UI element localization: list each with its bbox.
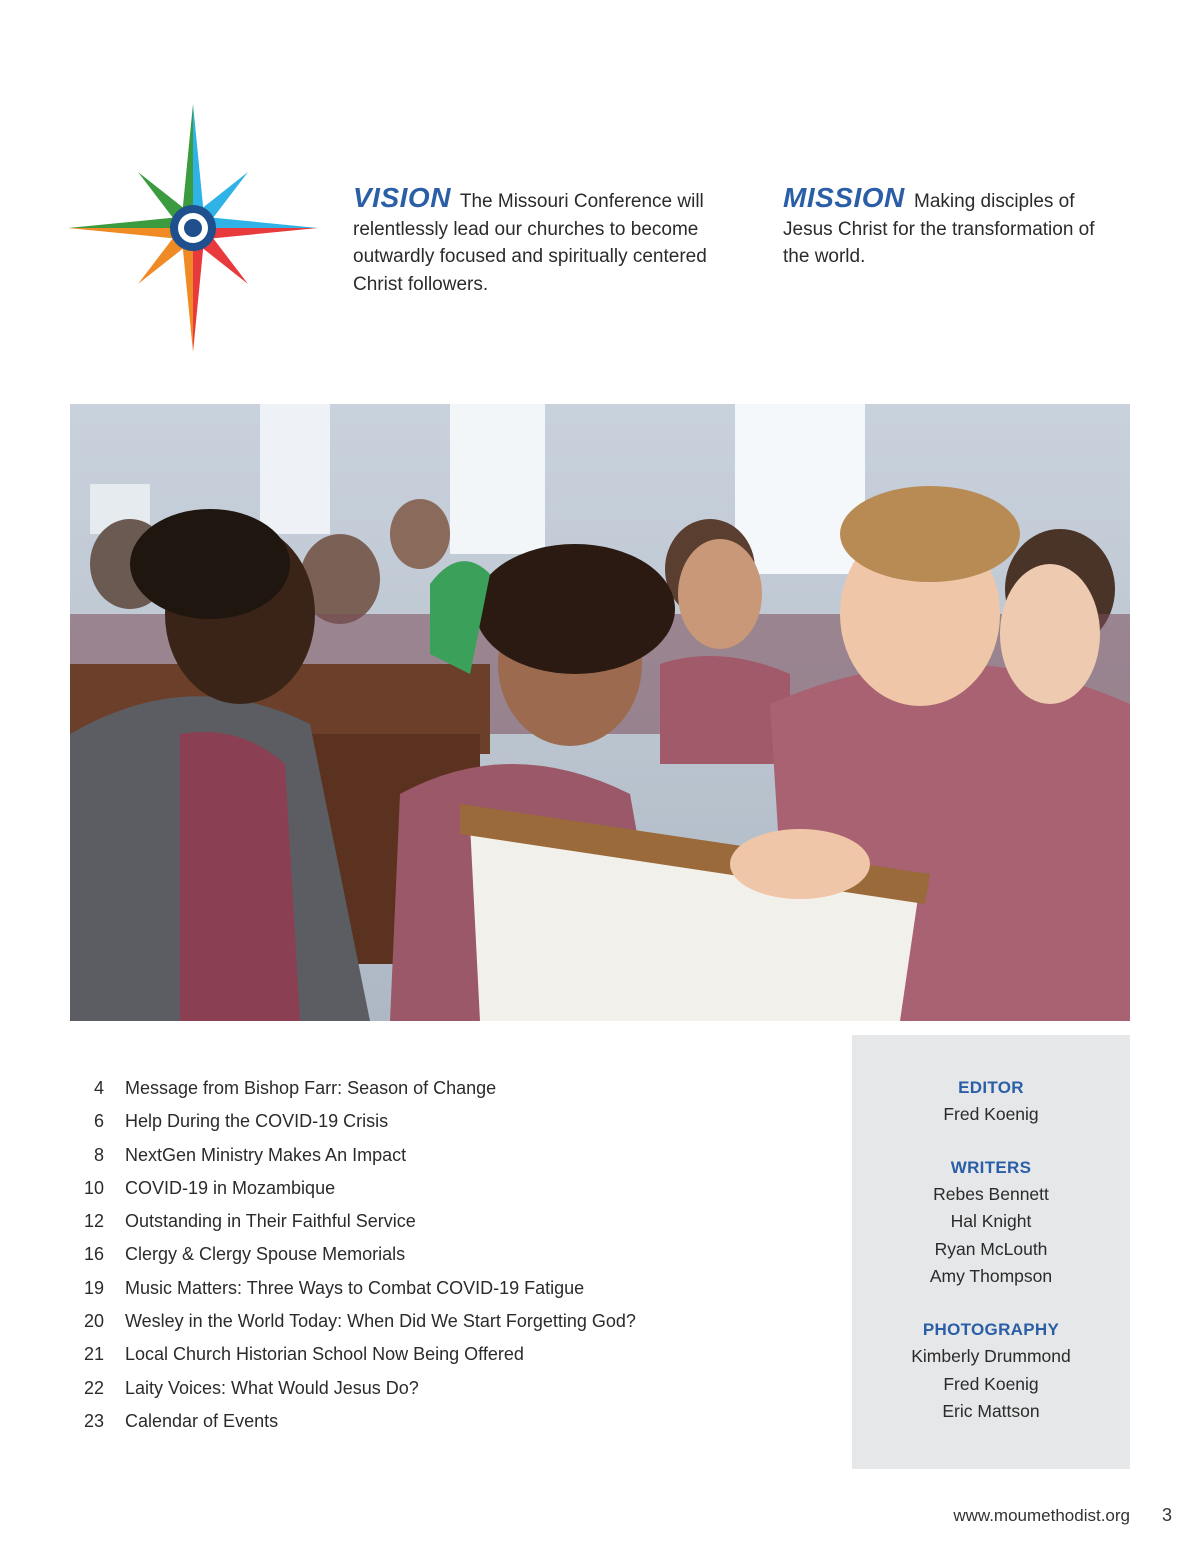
toc-title: Outstanding in Their Faithful Service <box>125 1211 416 1232</box>
credit-name: Amy Thompson <box>929 1266 1053 1287</box>
credit-group-writers <box>852 1155 1130 1291</box>
toc-page-number: 21 <box>83 1344 104 1365</box>
toc-item[interactable] <box>70 1378 790 1411</box>
vision-text: The Missouri Conference will relentlessly lead our churches to become outwardly focused and spiritually centered Christ followers. <box>353 191 707 295</box>
toc-item[interactable] <box>70 1178 790 1211</box>
toc-page-number: 6 <box>93 1111 104 1132</box>
toc-title: Music Matters: Three Ways to Combat COVID-19 Fatigue <box>125 1277 585 1298</box>
mission-keyword: MISSION <box>783 182 905 213</box>
credit-name: Fred Koenig <box>943 1104 1039 1124</box>
credit-name: Hal Knight <box>950 1211 1032 1232</box>
credits-box <box>852 1035 1130 1469</box>
credit-name: Eric Mattson <box>942 1401 1040 1422</box>
toc-item[interactable] <box>70 1078 790 1111</box>
toc-page-number: 16 <box>83 1244 104 1265</box>
toc-item[interactable] <box>70 1411 790 1444</box>
toc-item[interactable] <box>70 1244 790 1277</box>
mission-statement <box>783 184 1113 271</box>
toc-page-number: 10 <box>83 1177 104 1198</box>
credit-group-photography <box>852 1317 1130 1426</box>
toc-item[interactable] <box>70 1344 790 1377</box>
vision-keyword: VISION <box>353 182 451 213</box>
toc-title: COVID-19 in Mozambique <box>125 1177 336 1198</box>
toc-item[interactable] <box>70 1278 790 1311</box>
toc-title: Clergy & Clergy Spouse Memorials <box>125 1244 406 1265</box>
credit-name: Rebes Bennett <box>933 1183 1049 1204</box>
page-number: 3 <box>1161 1505 1172 1525</box>
vision-statement <box>353 184 738 298</box>
group-photo <box>70 404 1130 1021</box>
compass-star-logo <box>68 104 318 352</box>
credit-heading: EDITOR <box>958 1078 1024 1097</box>
toc-title: Local Church Historian School Now Being Offered <box>125 1344 524 1365</box>
toc-page-number: 20 <box>83 1311 104 1332</box>
credit-heading: WRITERS <box>950 1157 1032 1177</box>
table-of-contents <box>70 1078 790 1444</box>
toc-title: Help During the COVID-19 Crisis <box>125 1111 389 1132</box>
toc-page-number: 4 <box>93 1078 104 1098</box>
credit-name: Ryan McLouth <box>934 1238 1048 1259</box>
compass-star-icon <box>68 104 318 352</box>
toc-page-number: 12 <box>83 1211 104 1232</box>
toc-page-number: 22 <box>83 1377 104 1398</box>
toc-title: Wesley in the World Today: When Did We Start Forgetting God? <box>125 1311 636 1332</box>
mission-text: Making disciples of Jesus Christ for the transformation of the world. <box>783 191 1095 268</box>
credit-group-editor <box>852 1075 1130 1129</box>
toc-item[interactable] <box>70 1111 790 1144</box>
credit-name: Kimberly Drummond <box>911 1345 1071 1366</box>
footer-website-link[interactable]: www.moumethodist.org <box>953 1506 1130 1525</box>
toc-page-number: 19 <box>83 1277 104 1298</box>
toc-item[interactable] <box>70 1211 790 1244</box>
toc-title: Calendar of Events <box>125 1410 279 1431</box>
toc-page-number: 8 <box>93 1144 104 1165</box>
toc-item[interactable] <box>70 1145 790 1178</box>
toc-page-number: 23 <box>83 1410 104 1431</box>
credit-heading: PHOTOGRAPHY <box>922 1319 1060 1339</box>
toc-title: Message from Bishop Farr: Season of Change <box>125 1078 497 1098</box>
credit-name: Fred Koenig <box>943 1373 1039 1394</box>
toc-title: Laity Voices: What Would Jesus Do? <box>125 1377 419 1398</box>
toc-item[interactable] <box>70 1311 790 1344</box>
toc-title: NextGen Ministry Makes An Impact <box>125 1144 407 1165</box>
